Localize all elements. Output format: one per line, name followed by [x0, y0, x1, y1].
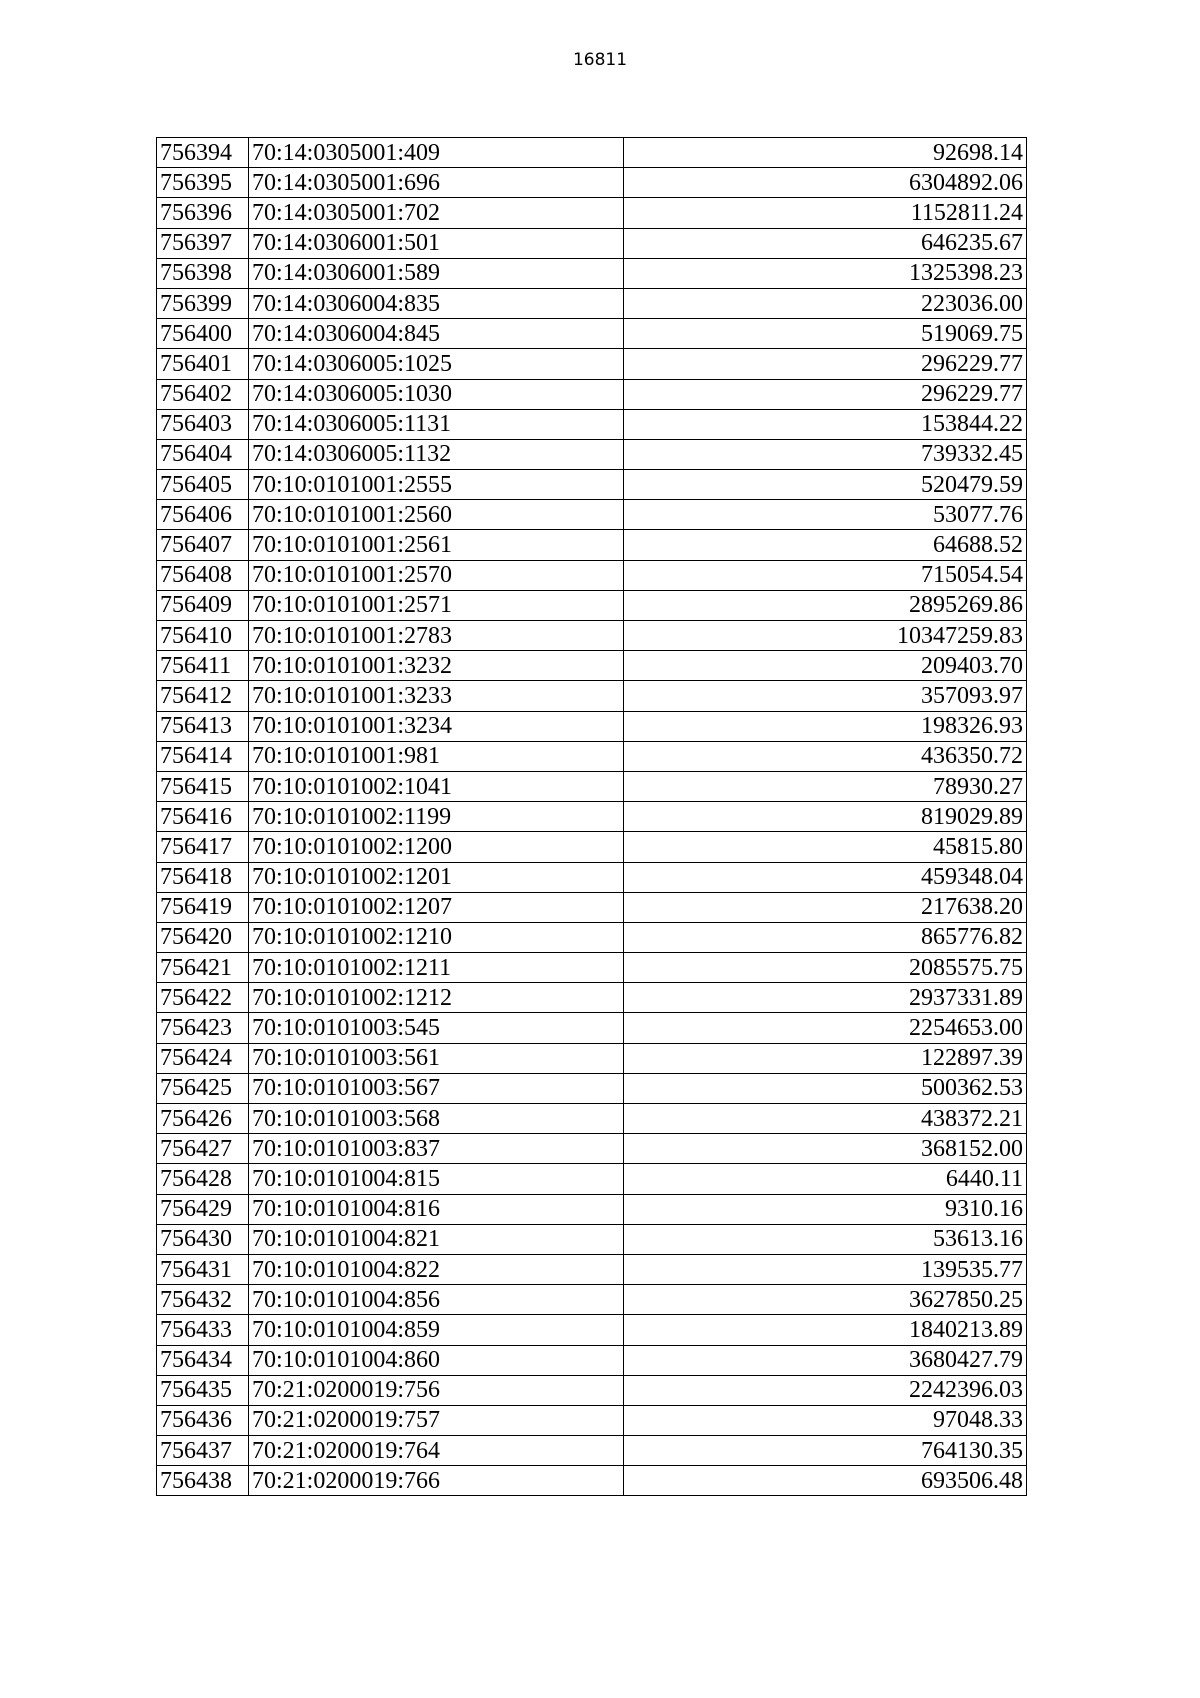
- row-number-cell: 756403: [157, 409, 249, 439]
- cadastral-number-cell: 70:21:0200019:764: [249, 1436, 624, 1466]
- cadastral-number-cell: 70:14:0306005:1132: [249, 439, 624, 469]
- value-cell: 139535.77: [624, 1254, 1027, 1284]
- row-number-cell: 756398: [157, 258, 249, 288]
- value-cell: 2085575.75: [624, 953, 1027, 983]
- row-number-cell: 756411: [157, 651, 249, 681]
- value-cell: 459348.04: [624, 862, 1027, 892]
- cadastral-number-cell: 70:10:0101001:2783: [249, 621, 624, 651]
- row-number-cell: 756402: [157, 379, 249, 409]
- row-number-cell: 756426: [157, 1104, 249, 1134]
- row-number-cell: 756415: [157, 771, 249, 801]
- cadastral-number-cell: 70:14:0306004:835: [249, 288, 624, 318]
- value-cell: 53613.16: [624, 1224, 1027, 1254]
- value-cell: 6304892.06: [624, 168, 1027, 198]
- table-row: [157, 862, 1027, 892]
- row-number-cell: 756427: [157, 1134, 249, 1164]
- row-number-cell: 756396: [157, 198, 249, 228]
- table-row: [157, 349, 1027, 379]
- value-cell: 2242396.03: [624, 1375, 1027, 1405]
- value-cell: 122897.39: [624, 1043, 1027, 1073]
- row-number-cell: 756417: [157, 832, 249, 862]
- cadastral-number-cell: 70:10:0101001:2571: [249, 590, 624, 620]
- value-cell: 223036.00: [624, 288, 1027, 318]
- page-number: 16811: [572, 50, 628, 70]
- row-number-cell: 756399: [157, 288, 249, 318]
- table-row: [157, 953, 1027, 983]
- row-number-cell: 756413: [157, 711, 249, 741]
- value-cell: 198326.93: [624, 711, 1027, 741]
- value-cell: 865776.82: [624, 922, 1027, 952]
- value-cell: 6440.11: [624, 1164, 1027, 1194]
- value-cell: 45815.80: [624, 832, 1027, 862]
- cadastral-number-cell: 70:21:0200019:756: [249, 1375, 624, 1405]
- cadastral-number-cell: 70:10:0101001:3232: [249, 651, 624, 681]
- table-row: [157, 651, 1027, 681]
- value-cell: 3680427.79: [624, 1345, 1027, 1375]
- row-number-cell: 756407: [157, 530, 249, 560]
- row-number-cell: 756430: [157, 1224, 249, 1254]
- table-row: [157, 1285, 1027, 1315]
- row-number-cell: 756423: [157, 1013, 249, 1043]
- row-number-cell: 756410: [157, 621, 249, 651]
- table-row: [157, 500, 1027, 530]
- table-row: [157, 1104, 1027, 1134]
- row-number-cell: 756428: [157, 1164, 249, 1194]
- cadastral-number-cell: 70:14:0305001:696: [249, 168, 624, 198]
- table-row: [157, 621, 1027, 651]
- cadastral-number-cell: 70:10:0101004:822: [249, 1254, 624, 1284]
- table-row: [157, 1013, 1027, 1043]
- cadastral-number-cell: 70:10:0101002:1207: [249, 892, 624, 922]
- table-row: [157, 288, 1027, 318]
- table-row: [157, 1224, 1027, 1254]
- cadastral-number-cell: 70:10:0101001:2560: [249, 500, 624, 530]
- cadastral-number-cell: 70:10:0101003:837: [249, 1134, 624, 1164]
- value-cell: 1325398.23: [624, 258, 1027, 288]
- table-row: [157, 1345, 1027, 1375]
- value-cell: 3627850.25: [624, 1285, 1027, 1315]
- row-number-cell: 756408: [157, 560, 249, 590]
- cadastral-number-cell: 70:10:0101004:860: [249, 1345, 624, 1375]
- cadastral-number-cell: 70:10:0101002:1211: [249, 953, 624, 983]
- cadastral-number-cell: 70:14:0306005:1030: [249, 379, 624, 409]
- table-row: [157, 138, 1027, 168]
- value-cell: 97048.33: [624, 1405, 1027, 1435]
- table-row: [157, 1254, 1027, 1284]
- row-number-cell: 756412: [157, 681, 249, 711]
- table-row: [157, 1466, 1027, 1496]
- value-cell: 693506.48: [624, 1466, 1027, 1496]
- value-cell: 368152.00: [624, 1134, 1027, 1164]
- table-row: [157, 1405, 1027, 1435]
- table-row: [157, 1164, 1027, 1194]
- value-cell: 1840213.89: [624, 1315, 1027, 1345]
- cadastral-number-cell: 70:14:0305001:409: [249, 138, 624, 168]
- row-number-cell: 756437: [157, 1436, 249, 1466]
- value-cell: 64688.52: [624, 530, 1027, 560]
- row-number-cell: 756420: [157, 922, 249, 952]
- cadastral-number-cell: 70:10:0101003:568: [249, 1104, 624, 1134]
- cadastral-number-cell: 70:10:0101003:545: [249, 1013, 624, 1043]
- table-row: [157, 983, 1027, 1013]
- table-row: [157, 771, 1027, 801]
- value-cell: 296229.77: [624, 379, 1027, 409]
- table-row: [157, 741, 1027, 771]
- table-row: [157, 560, 1027, 590]
- cadastral-number-cell: 70:14:0305001:702: [249, 198, 624, 228]
- cadastral-number-cell: 70:10:0101004:856: [249, 1285, 624, 1315]
- cadastral-number-cell: 70:14:0306005:1025: [249, 349, 624, 379]
- cadastral-number-cell: 70:10:0101002:1199: [249, 802, 624, 832]
- table-row: [157, 258, 1027, 288]
- cadastral-number-cell: 70:10:0101004:816: [249, 1194, 624, 1224]
- table-row: [157, 1375, 1027, 1405]
- value-cell: 217638.20: [624, 892, 1027, 922]
- table-row: [157, 711, 1027, 741]
- table-row: [157, 892, 1027, 922]
- row-number-cell: 756414: [157, 741, 249, 771]
- table-row: [157, 439, 1027, 469]
- table-row: [157, 228, 1027, 258]
- row-number-cell: 756425: [157, 1073, 249, 1103]
- cadastral-number-cell: 70:10:0101001:2570: [249, 560, 624, 590]
- value-cell: 715054.54: [624, 560, 1027, 590]
- cadastral-number-cell: 70:10:0101001:2555: [249, 470, 624, 500]
- table-row: [157, 409, 1027, 439]
- row-number-cell: 756431: [157, 1254, 249, 1284]
- row-number-cell: 756435: [157, 1375, 249, 1405]
- cadastral-number-cell: 70:10:0101004:859: [249, 1315, 624, 1345]
- value-cell: 520479.59: [624, 470, 1027, 500]
- row-number-cell: 756434: [157, 1345, 249, 1375]
- table-row: [157, 590, 1027, 620]
- value-cell: 357093.97: [624, 681, 1027, 711]
- cadastral-number-cell: 70:10:0101004:821: [249, 1224, 624, 1254]
- cadastral-number-cell: 70:10:0101003:561: [249, 1043, 624, 1073]
- table-row: [157, 832, 1027, 862]
- value-cell: 739332.45: [624, 439, 1027, 469]
- cadastral-number-cell: 70:21:0200019:766: [249, 1466, 624, 1496]
- table-row: [157, 1194, 1027, 1224]
- row-number-cell: 756421: [157, 953, 249, 983]
- row-number-cell: 756397: [157, 228, 249, 258]
- row-number-cell: 756432: [157, 1285, 249, 1315]
- row-number-cell: 756436: [157, 1405, 249, 1435]
- table-row: [157, 1315, 1027, 1345]
- cadastral-number-cell: 70:10:0101003:567: [249, 1073, 624, 1103]
- row-number-cell: 756418: [157, 862, 249, 892]
- row-number-cell: 756416: [157, 802, 249, 832]
- row-number-cell: 756424: [157, 1043, 249, 1073]
- cadastral-number-cell: 70:10:0101002:1200: [249, 832, 624, 862]
- cadastral-number-cell: 70:10:0101001:3233: [249, 681, 624, 711]
- table-row: [157, 379, 1027, 409]
- registry-table: [156, 137, 1027, 1496]
- value-cell: 209403.70: [624, 651, 1027, 681]
- value-cell: 296229.77: [624, 349, 1027, 379]
- value-cell: 2895269.86: [624, 590, 1027, 620]
- row-number-cell: 756429: [157, 1194, 249, 1224]
- table-row: [157, 198, 1027, 228]
- cadastral-number-cell: 70:10:0101001:981: [249, 741, 624, 771]
- table-row: [157, 1073, 1027, 1103]
- value-cell: 2254653.00: [624, 1013, 1027, 1043]
- table-row: [157, 681, 1027, 711]
- value-cell: 436350.72: [624, 741, 1027, 771]
- cadastral-number-cell: 70:10:0101001:2561: [249, 530, 624, 560]
- row-number-cell: 756395: [157, 168, 249, 198]
- table-row: [157, 802, 1027, 832]
- table-row: [157, 168, 1027, 198]
- row-number-cell: 756438: [157, 1466, 249, 1496]
- row-number-cell: 756400: [157, 319, 249, 349]
- value-cell: 53077.76: [624, 500, 1027, 530]
- cadastral-number-cell: 70:10:0101002:1041: [249, 771, 624, 801]
- cadastral-number-cell: 70:21:0200019:757: [249, 1405, 624, 1435]
- cadastral-number-cell: 70:10:0101002:1201: [249, 862, 624, 892]
- table-row: [157, 1436, 1027, 1466]
- row-number-cell: 756419: [157, 892, 249, 922]
- table-row: [157, 1043, 1027, 1073]
- row-number-cell: 756401: [157, 349, 249, 379]
- row-number-cell: 756405: [157, 470, 249, 500]
- row-number-cell: 756404: [157, 439, 249, 469]
- cadastral-number-cell: 70:10:0101002:1210: [249, 922, 624, 952]
- value-cell: 2937331.89: [624, 983, 1027, 1013]
- table-row: [157, 470, 1027, 500]
- cadastral-number-cell: 70:14:0306004:845: [249, 319, 624, 349]
- value-cell: 819029.89: [624, 802, 1027, 832]
- registry-table-body: [157, 138, 1027, 1496]
- row-number-cell: 756433: [157, 1315, 249, 1345]
- row-number-cell: 756409: [157, 590, 249, 620]
- value-cell: 10347259.83: [624, 621, 1027, 651]
- value-cell: 78930.27: [624, 771, 1027, 801]
- cadastral-number-cell: 70:10:0101002:1212: [249, 983, 624, 1013]
- row-number-cell: 756406: [157, 500, 249, 530]
- value-cell: 500362.53: [624, 1073, 1027, 1103]
- value-cell: 1152811.24: [624, 198, 1027, 228]
- cadastral-number-cell: 70:14:0306001:589: [249, 258, 624, 288]
- value-cell: 153844.22: [624, 409, 1027, 439]
- table-row: [157, 530, 1027, 560]
- value-cell: 92698.14: [624, 138, 1027, 168]
- cadastral-number-cell: 70:14:0306001:501: [249, 228, 624, 258]
- value-cell: 9310.16: [624, 1194, 1027, 1224]
- value-cell: 646235.67: [624, 228, 1027, 258]
- cadastral-number-cell: 70:14:0306005:1131: [249, 409, 624, 439]
- table-row: [157, 319, 1027, 349]
- cadastral-number-cell: 70:10:0101001:3234: [249, 711, 624, 741]
- value-cell: 438372.21: [624, 1104, 1027, 1134]
- row-number-cell: 756394: [157, 138, 249, 168]
- table-row: [157, 1134, 1027, 1164]
- cadastral-number-cell: 70:10:0101004:815: [249, 1164, 624, 1194]
- table-row: [157, 922, 1027, 952]
- row-number-cell: 756422: [157, 983, 249, 1013]
- value-cell: 764130.35: [624, 1436, 1027, 1466]
- value-cell: 519069.75: [624, 319, 1027, 349]
